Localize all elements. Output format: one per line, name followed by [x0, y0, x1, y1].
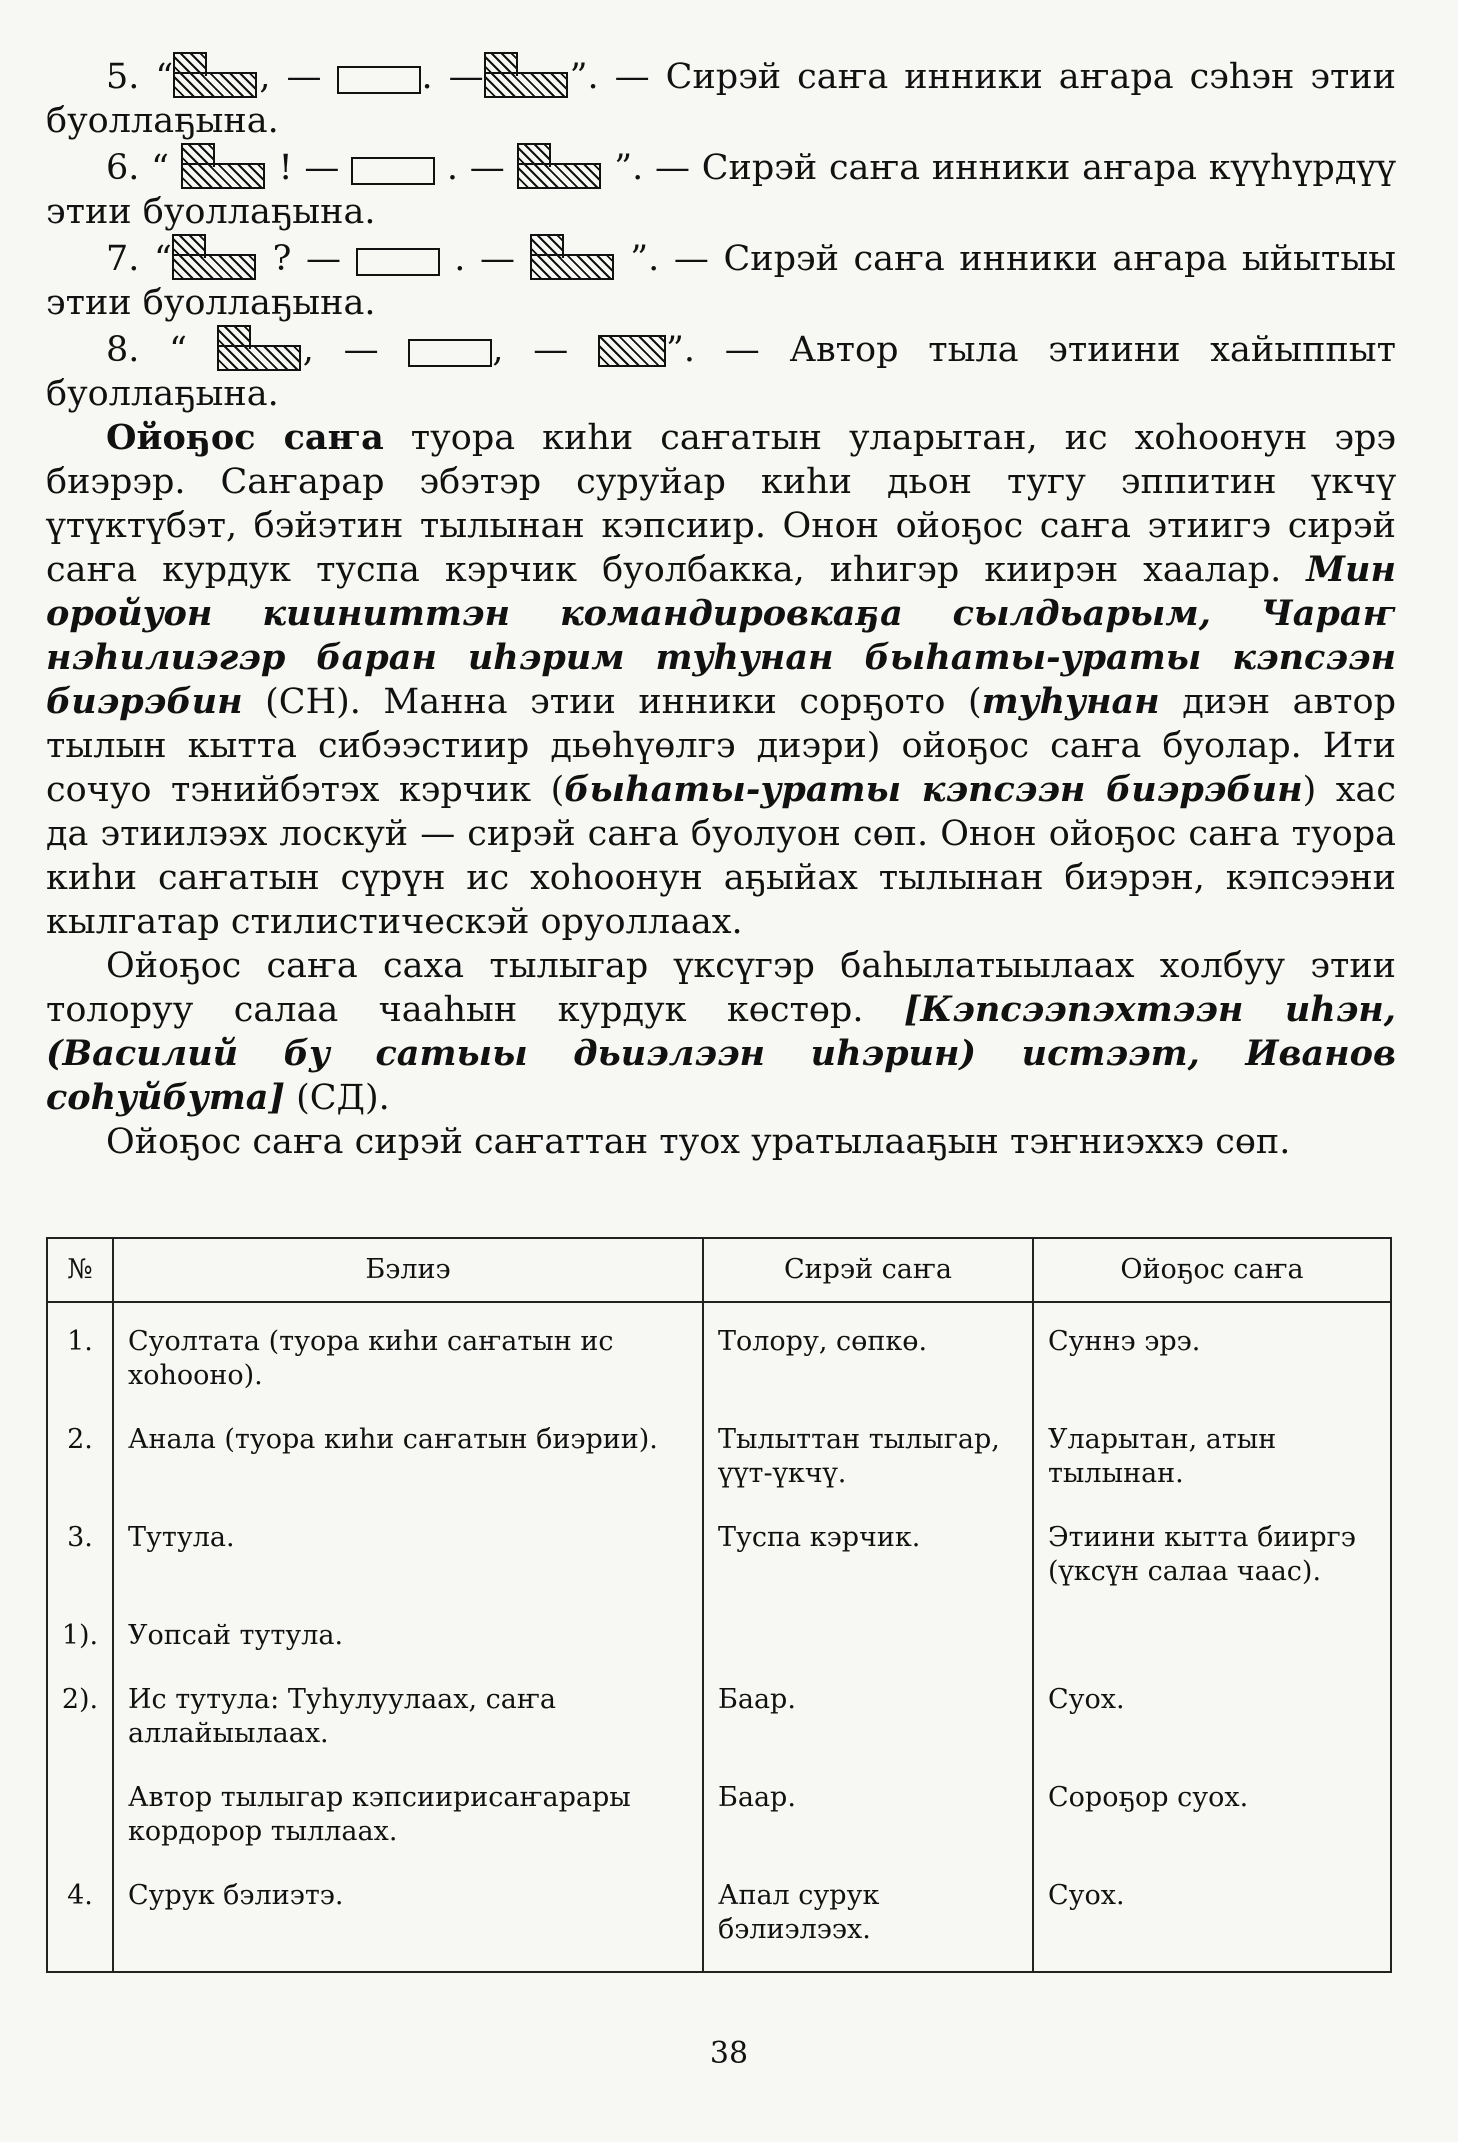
table-header-row	[47, 1238, 1391, 1302]
table-row: 1. Суолтата (туора киһи саҥатын ис хоһооно). Толору, сөпкө. Суннэ эрэ.	[47, 1302, 1391, 1417]
example-text: туһунан	[981, 681, 1160, 722]
paragraph-indirect-speech: Ойоҕос саҥа туора киһи саҥатын уларытан, ис хоһоонун эрэ биэрэр. Саҥарар эбэтэр суруйар киһи дьон тугу эппитин үкчү үтүктүбэт, бэйэтин тылынан кэпсиир. Онон ойоҕос саҥа этиигэ сирэй саҥа курдук туспа кэрчик буолбакка, иһигэр киирэн хаалар. Мин оройуон кииниттэн командировкаҕа сылдьарым, Чараҥ нэһилиэгэр баран иһэрим туһунан быһаты-ураты кэпсээн биэрэбин (СН). Манна этии инники сорҕото (туһунан диэн автор тылын кытта сибээстиир дьөһүөлгэ диэри) ойоҕос саҥа буолар. Ити сочуо тэнийбэтэх кэрчик (быһаты-ураты кэпсээн биэрэбин) хас да этиилээх лоскуй — сирэй саҥа буолуон сөп. Онон ойоҕос саҥа туора киһи саҥатын сүрүн ис хоһоонун аҕыйах тылынан биэрэн, кэпсээни кылгатар стилистическэй оруоллаах.	[46, 417, 1396, 942]
empty-box-icon	[337, 66, 421, 94]
scheme-number: 6.	[106, 148, 140, 188]
hatched-box-icon	[598, 335, 666, 367]
empty-box-icon	[356, 248, 440, 276]
hatched-step-box-icon	[173, 52, 259, 98]
hatched-step-box-icon	[217, 325, 303, 371]
paragraph-complex-sentence: Ойоҕос саҥа саха тылыгар үксүгэр баһылатыылаах холбуу этии толоруу салаа чааһын курдук көстөр. [Кэпсээпэхтээн иһэн, (Василий бу сатыы дьиэлээн иһэрин) истээт, Иванов соһуйбута] (СД).	[46, 946, 1396, 1118]
table-row: 3. Тутула. Туспа кэрчик. Этиини кытта бииргэ (үксүн салаа чаас).	[47, 1515, 1391, 1613]
example-text: Мин оройуон кииниттэн командировкаҕа сылдьарым, Чараҥ нэһилиэгэр баран иһэрим туһунан быһаты-ураты кэпсээн биэрэбин	[46, 549, 1396, 722]
column-header-number: №	[47, 1238, 113, 1302]
scheme-8: 8. “ , — , — ”. — Автор тыла этиини хайыппыт буоллаҕына.	[46, 325, 1396, 416]
paragraph-comparison-intro: Ойоҕос саҥа сирэй саҥаттан туох уратылааҕын тэҥниэххэ сөп.	[106, 1122, 1291, 1162]
page-number: 38	[709, 2036, 749, 2071]
scheme-number: 5.	[106, 57, 140, 97]
hatched-step-box-icon	[181, 143, 267, 189]
hatched-step-box-icon	[530, 234, 616, 280]
hatched-step-box-icon	[484, 52, 570, 98]
example-text: быһаты-ураты кэпсээн биэрэбин	[564, 769, 1303, 810]
column-header-feature: Бэлиэ	[113, 1238, 703, 1302]
scheme-7: 7. “ ? — . — ”. — Сирэй саҥа инники аҥара ыйытыы этии буоллаҕына.	[46, 234, 1396, 325]
example-text: [Кэпсээпэхтээн иһэн, (Василий бу сатыы дьиэлээн иһэрин) истээт, Иванов соһуйбута]	[46, 989, 1396, 1118]
comparison-table	[46, 1237, 1392, 1973]
scheme-number: 8.	[106, 330, 140, 370]
column-header-direct-speech: Сирэй саҥа	[703, 1238, 1033, 1302]
scheme-6: 6. “ ! — . — ”. — Сирэй саҥа инники аҥара күүһүрдүү этии буоллаҕына.	[46, 143, 1396, 234]
table-row: 2). Ис тутула: Туһулуулаах, саҥа аллайыылаах. Баар. Суох.	[47, 1677, 1391, 1775]
term-heading: Ойоҕос саҥа	[106, 417, 384, 458]
hatched-step-box-icon	[172, 234, 258, 280]
column-header-indirect-speech: Ойоҕос саҥа	[1033, 1238, 1391, 1302]
scheme-number: 7.	[106, 239, 140, 279]
table-row: 4. Сурук бэлиэтэ. Апал сурук бэлиэлээх. Суох.	[47, 1873, 1391, 1972]
empty-box-icon	[351, 157, 435, 185]
empty-box-icon	[408, 339, 492, 367]
table-row: 2. Анала (туора киһи саҥатын биэрии). Тылыттан тылыгар, үүт-үкчү. Уларытан, атын тылынан.	[47, 1417, 1391, 1515]
table-row: Автор тылыгар кэпсиирисаҥарары кордорор тыллаах. Баар. Сороҕор суох.	[47, 1775, 1391, 1873]
page-body	[46, 52, 1396, 1164]
table-row: 1). Уопсай тутула.	[47, 1613, 1391, 1677]
scheme-5: 5. “ , — . — ”. — Сирэй саҥа инники аҥара сэһэн этии буоллаҕына.	[46, 52, 1396, 143]
hatched-step-box-icon	[517, 143, 603, 189]
